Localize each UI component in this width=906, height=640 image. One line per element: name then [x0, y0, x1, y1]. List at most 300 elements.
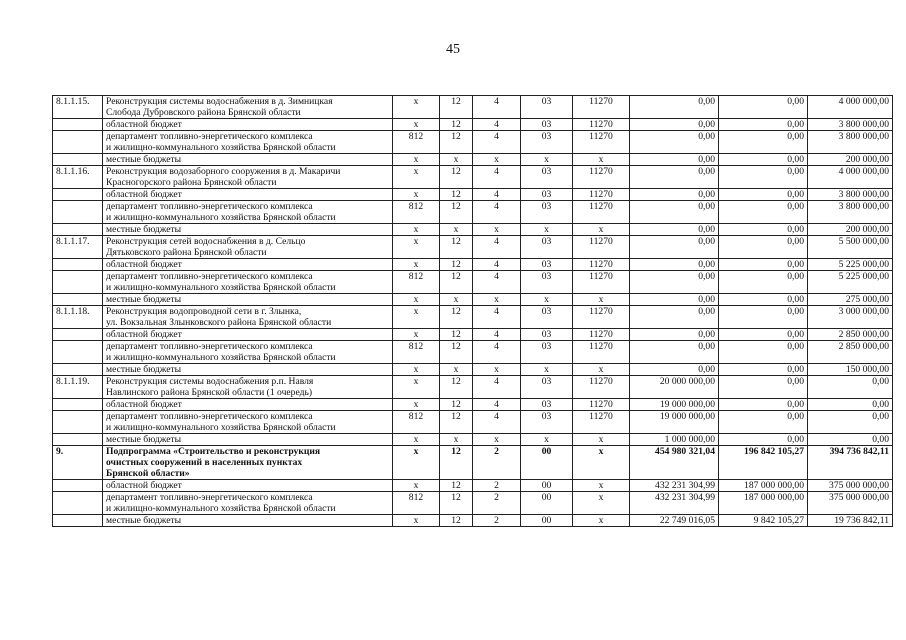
cell-year-2: 0,00	[719, 201, 808, 224]
cell-name-line: областной бюджет	[106, 189, 182, 200]
cell-year-2: 9 842 105,27	[719, 515, 808, 527]
cell-pr: 2	[473, 515, 521, 527]
cell-vr: 03	[521, 329, 573, 341]
cell-grbs: х	[393, 399, 440, 411]
cell-name	[103, 341, 393, 364]
cell-year-2: 0,00	[719, 271, 808, 294]
cell-grbs: 812	[393, 341, 440, 364]
cell-kcsr: 11270	[573, 166, 630, 189]
cell-vr: 03	[521, 399, 573, 411]
cell-year-3: 2 850 000,00	[808, 329, 893, 341]
cell-name-line: Реконструкция водопроводной сети в г. Злынка,	[106, 306, 302, 317]
cell-pr: х	[473, 224, 521, 236]
cell-pr: 4	[473, 399, 521, 411]
cell-year-2: 0,00	[719, 224, 808, 236]
cell-rz: х	[440, 224, 473, 236]
cell-year-3: 394 736 842,11	[808, 446, 893, 480]
cell-name-line: местные бюджеты	[106, 434, 182, 445]
cell-kcsr: 11270	[573, 329, 630, 341]
cell-code	[53, 189, 103, 201]
cell-year-1: 432 231 304,99	[630, 492, 719, 515]
cell-name-line: Слобода Дубровского района Брянской области	[106, 107, 301, 118]
cell-pr: х	[473, 434, 521, 446]
cell-kcsr: 11270	[573, 119, 630, 131]
cell-vr: 00	[521, 492, 573, 515]
cell-grbs: х	[393, 364, 440, 376]
table-row	[53, 154, 893, 166]
cell-code	[53, 119, 103, 131]
cell-pr: 4	[473, 131, 521, 154]
cell-year-3: 200 000,00	[808, 154, 893, 166]
cell-year-2: 187 000 000,00	[719, 480, 808, 492]
cell-vr: х	[521, 434, 573, 446]
cell-rz: 12	[440, 131, 473, 154]
cell-name-line: местные бюджеты	[106, 294, 182, 305]
cell-year-1: 22 749 016,05	[630, 515, 719, 527]
cell-rz: 12	[440, 446, 473, 480]
cell-year-1: 0,00	[630, 294, 719, 306]
cell-pr: х	[473, 154, 521, 166]
cell-year-2: 0,00	[719, 236, 808, 259]
cell-code	[53, 480, 103, 492]
cell-pr: 2	[473, 492, 521, 515]
cell-year-3: 0,00	[808, 434, 893, 446]
cell-name-line: и жилищно-коммунального хозяйства Брянской области	[106, 212, 336, 223]
cell-year-3: 375 000 000,00	[808, 492, 893, 515]
cell-pr: 4	[473, 376, 521, 399]
table-row	[53, 259, 893, 271]
cell-rz: 12	[440, 271, 473, 294]
table-body	[53, 96, 893, 527]
cell-code	[53, 341, 103, 364]
cell-code	[53, 259, 103, 271]
cell-rz: 12	[440, 492, 473, 515]
cell-code	[53, 154, 103, 166]
cell-kcsr: 11270	[573, 131, 630, 154]
cell-rz: 12	[440, 259, 473, 271]
cell-grbs: 812	[393, 492, 440, 515]
cell-year-3: 2 850 000,00	[808, 341, 893, 364]
cell-year-1: 0,00	[630, 154, 719, 166]
cell-vr: х	[521, 364, 573, 376]
cell-year-2: 0,00	[719, 341, 808, 364]
table-row	[53, 224, 893, 236]
cell-pr: 4	[473, 166, 521, 189]
cell-rz: 12	[440, 166, 473, 189]
cell-vr: 03	[521, 271, 573, 294]
cell-year-1: 432 231 304,99	[630, 480, 719, 492]
cell-name-line: ул. Вокзальная Злынковского района Брянской области	[106, 317, 332, 328]
table-row	[53, 480, 893, 492]
cell-name-line: и жилищно-коммунального хозяйства Брянской области	[106, 352, 336, 363]
cell-grbs: х	[393, 224, 440, 236]
cell-kcsr: х	[573, 492, 630, 515]
cell-pr: 4	[473, 411, 521, 434]
table-row	[53, 96, 893, 119]
cell-year-3: 5 500 000,00	[808, 236, 893, 259]
cell-pr: 4	[473, 189, 521, 201]
cell-code	[53, 434, 103, 446]
cell-name	[103, 376, 393, 399]
cell-name	[103, 96, 393, 119]
cell-vr: 03	[521, 411, 573, 434]
cell-vr: 00	[521, 515, 573, 527]
cell-rz: х	[440, 364, 473, 376]
cell-code: 8.1.1.18.	[53, 306, 103, 329]
cell-year-3: 200 000,00	[808, 224, 893, 236]
cell-name-line: местные бюджеты	[106, 154, 182, 165]
table-row	[53, 364, 893, 376]
cell-kcsr: х	[573, 515, 630, 527]
cell-name	[103, 166, 393, 189]
table-row	[53, 434, 893, 446]
cell-pr: 4	[473, 119, 521, 131]
cell-kcsr: 11270	[573, 341, 630, 364]
cell-year-3: 5 225 000,00	[808, 271, 893, 294]
table-row	[53, 492, 893, 515]
cell-year-3: 0,00	[808, 399, 893, 411]
cell-year-1: 19 000 000,00	[630, 411, 719, 434]
cell-code	[53, 411, 103, 434]
cell-year-1: 20 000 000,00	[630, 376, 719, 399]
cell-name-line: Навлинского района Брянской области (1 очередь)	[106, 387, 313, 398]
cell-vr: 03	[521, 131, 573, 154]
cell-code	[53, 224, 103, 236]
cell-code	[53, 201, 103, 224]
cell-name	[103, 434, 393, 446]
cell-name	[103, 515, 393, 527]
cell-year-3: 275 000,00	[808, 294, 893, 306]
table-row	[53, 201, 893, 224]
cell-name-line: Подпрограмма «Строительство и реконструкция	[106, 446, 321, 457]
cell-name-line: департамент топливно-энергетического комплекса	[106, 411, 313, 422]
table-row	[53, 399, 893, 411]
cell-pr: 2	[473, 480, 521, 492]
cell-pr: 4	[473, 329, 521, 341]
cell-vr: 03	[521, 119, 573, 131]
cell-vr: 00	[521, 446, 573, 480]
cell-name-line: очистных сооружений в населенных пунктах	[106, 457, 303, 468]
table-row	[53, 189, 893, 201]
cell-name	[103, 154, 393, 166]
cell-grbs: х	[393, 236, 440, 259]
cell-name	[103, 259, 393, 271]
cell-vr: 03	[521, 376, 573, 399]
cell-name-line: областной бюджет	[106, 399, 182, 410]
table-row	[53, 131, 893, 154]
cell-rz: 12	[440, 399, 473, 411]
cell-year-2: 0,00	[719, 119, 808, 131]
cell-kcsr: 11270	[573, 411, 630, 434]
cell-name	[103, 294, 393, 306]
cell-code	[53, 515, 103, 527]
cell-year-2: 196 842 105,27	[719, 446, 808, 480]
cell-vr: 03	[521, 236, 573, 259]
cell-kcsr: х	[573, 154, 630, 166]
cell-pr: 4	[473, 236, 521, 259]
table-row	[53, 376, 893, 399]
cell-name-line: Реконструкция сетей водоснабжения в д. Сельцо	[106, 236, 306, 247]
table-row	[53, 411, 893, 434]
cell-name-line: департамент топливно-энергетического комплекса	[106, 271, 313, 282]
cell-vr: х	[521, 224, 573, 236]
cell-pr: х	[473, 294, 521, 306]
cell-rz: 12	[440, 329, 473, 341]
cell-code	[53, 399, 103, 411]
cell-year-3: 19 736 842,11	[808, 515, 893, 527]
cell-kcsr: х	[573, 294, 630, 306]
table-row	[53, 341, 893, 364]
cell-vr: 03	[521, 341, 573, 364]
cell-name	[103, 224, 393, 236]
cell-code: 8.1.1.17.	[53, 236, 103, 259]
cell-year-2: 0,00	[719, 96, 808, 119]
cell-pr: 4	[473, 271, 521, 294]
table-row	[53, 236, 893, 259]
cell-name	[103, 446, 393, 480]
cell-code: 9.	[53, 446, 103, 480]
cell-year-1: 0,00	[630, 341, 719, 364]
cell-name	[103, 411, 393, 434]
cell-kcsr: 11270	[573, 306, 630, 329]
cell-year-3: 3 800 000,00	[808, 201, 893, 224]
cell-code: 8.1.1.19.	[53, 376, 103, 399]
cell-name	[103, 189, 393, 201]
cell-name	[103, 329, 393, 341]
cell-rz: 12	[440, 306, 473, 329]
cell-rz: 12	[440, 341, 473, 364]
cell-year-2: 0,00	[719, 376, 808, 399]
cell-year-1: 0,00	[630, 201, 719, 224]
cell-name-line: областной бюджет	[106, 329, 182, 340]
cell-grbs: х	[393, 446, 440, 480]
cell-grbs: х	[393, 480, 440, 492]
cell-kcsr: 11270	[573, 399, 630, 411]
cell-pr: 4	[473, 259, 521, 271]
cell-rz: 12	[440, 189, 473, 201]
cell-pr: 4	[473, 96, 521, 119]
cell-kcsr: 11270	[573, 201, 630, 224]
cell-name-line: и жилищно-коммунального хозяйства Брянской области	[106, 142, 336, 153]
cell-code	[53, 329, 103, 341]
cell-pr: 4	[473, 341, 521, 364]
cell-grbs: 812	[393, 411, 440, 434]
cell-grbs: х	[393, 154, 440, 166]
cell-year-3: 3 800 000,00	[808, 189, 893, 201]
cell-name-line: департамент топливно-энергетического комплекса	[106, 131, 313, 142]
table-row	[53, 294, 893, 306]
cell-name-line: Реконструкция системы водоснабжения р.п. Навля	[106, 376, 314, 387]
cell-name	[103, 364, 393, 376]
cell-name	[103, 271, 393, 294]
cell-grbs: х	[393, 515, 440, 527]
cell-name	[103, 480, 393, 492]
cell-vr: х	[521, 294, 573, 306]
cell-year-1: 0,00	[630, 236, 719, 259]
cell-name-line: Реконструкция водозаборного сооружения в д. Макаричи	[106, 166, 341, 177]
cell-pr: 4	[473, 201, 521, 224]
cell-year-3: 3 800 000,00	[808, 131, 893, 154]
cell-kcsr: х	[573, 224, 630, 236]
cell-year-3: 150 000,00	[808, 364, 893, 376]
cell-vr: 03	[521, 201, 573, 224]
cell-vr: 03	[521, 306, 573, 329]
cell-year-2: 0,00	[719, 306, 808, 329]
cell-rz: 12	[440, 515, 473, 527]
table-row	[53, 166, 893, 189]
cell-grbs: х	[393, 329, 440, 341]
cell-name-line: Дятьковского района Брянской области	[106, 247, 267, 258]
cell-grbs: 812	[393, 131, 440, 154]
cell-name-line: местные бюджеты	[106, 224, 182, 235]
cell-year-1: 0,00	[630, 166, 719, 189]
cell-name-line: Брянской области»	[106, 468, 190, 479]
cell-year-2: 0,00	[719, 294, 808, 306]
cell-grbs: х	[393, 189, 440, 201]
cell-name-line: и жилищно-коммунального хозяйства Брянской области	[106, 422, 336, 433]
cell-year-3: 0,00	[808, 411, 893, 434]
cell-grbs: х	[393, 166, 440, 189]
cell-year-1: 454 980 321,04	[630, 446, 719, 480]
table-row	[53, 329, 893, 341]
cell-kcsr: 11270	[573, 96, 630, 119]
cell-grbs: х	[393, 434, 440, 446]
cell-year-3: 3 800 000,00	[808, 119, 893, 131]
cell-code	[53, 294, 103, 306]
cell-name-line: местные бюджеты	[106, 515, 182, 526]
cell-grbs: х	[393, 259, 440, 271]
cell-year-2: 0,00	[719, 154, 808, 166]
cell-kcsr: х	[573, 446, 630, 480]
cell-name-line: областной бюджет	[106, 119, 182, 130]
cell-year-2: 0,00	[719, 166, 808, 189]
cell-name	[103, 119, 393, 131]
cell-rz: 12	[440, 411, 473, 434]
cell-year-1: 0,00	[630, 119, 719, 131]
cell-name	[103, 399, 393, 411]
cell-year-2: 0,00	[719, 364, 808, 376]
page-number: 45	[446, 42, 460, 57]
cell-kcsr: х	[573, 364, 630, 376]
cell-rz: 12	[440, 96, 473, 119]
cell-year-3: 0,00	[808, 376, 893, 399]
cell-code	[53, 271, 103, 294]
cell-grbs: 812	[393, 271, 440, 294]
cell-rz: х	[440, 154, 473, 166]
cell-rz: 12	[440, 236, 473, 259]
cell-year-3: 4 000 000,00	[808, 166, 893, 189]
cell-name-line: областной бюджет	[106, 480, 182, 491]
cell-year-1: 0,00	[630, 224, 719, 236]
cell-rz: 12	[440, 376, 473, 399]
cell-code	[53, 131, 103, 154]
cell-pr: 2	[473, 446, 521, 480]
cell-grbs: х	[393, 96, 440, 119]
cell-code: 8.1.1.15.	[53, 96, 103, 119]
cell-grbs: х	[393, 376, 440, 399]
cell-name-line: Реконструкция системы водоснабжения в д. Зимницкая	[106, 96, 333, 107]
cell-rz: 12	[440, 480, 473, 492]
cell-name	[103, 131, 393, 154]
cell-rz: х	[440, 294, 473, 306]
table-row	[53, 515, 893, 527]
cell-name	[103, 306, 393, 329]
cell-code	[53, 492, 103, 515]
table-row	[53, 306, 893, 329]
cell-vr: х	[521, 154, 573, 166]
cell-grbs: 812	[393, 201, 440, 224]
cell-year-2: 0,00	[719, 259, 808, 271]
cell-year-3: 4 000 000,00	[808, 96, 893, 119]
cell-year-1: 0,00	[630, 364, 719, 376]
cell-year-2: 0,00	[719, 399, 808, 411]
cell-vr: 03	[521, 96, 573, 119]
cell-year-1: 0,00	[630, 189, 719, 201]
cell-year-1: 0,00	[630, 96, 719, 119]
cell-kcsr: 11270	[573, 259, 630, 271]
cell-year-2: 0,00	[719, 189, 808, 201]
cell-year-2: 0,00	[719, 329, 808, 341]
table-row	[53, 271, 893, 294]
cell-year-1: 0,00	[630, 306, 719, 329]
cell-pr: 4	[473, 306, 521, 329]
cell-year-1: 1 000 000,00	[630, 434, 719, 446]
cell-year-1: 19 000 000,00	[630, 399, 719, 411]
cell-code	[53, 364, 103, 376]
cell-grbs: х	[393, 119, 440, 131]
cell-grbs: х	[393, 294, 440, 306]
cell-kcsr: х	[573, 434, 630, 446]
cell-kcsr: 11270	[573, 271, 630, 294]
cell-vr: 03	[521, 259, 573, 271]
cell-vr: 03	[521, 166, 573, 189]
cell-name-line: областной бюджет	[106, 259, 182, 270]
cell-rz: 12	[440, 201, 473, 224]
cell-name-line: и жилищно-коммунального хозяйства Брянской области	[106, 503, 336, 514]
cell-name	[103, 236, 393, 259]
table-row	[53, 446, 893, 480]
cell-name-line: департамент топливно-энергетического комплекса	[106, 201, 313, 212]
cell-name	[103, 201, 393, 224]
cell-name	[103, 492, 393, 515]
cell-kcsr: х	[573, 480, 630, 492]
cell-rz: х	[440, 434, 473, 446]
table-row	[53, 119, 893, 131]
cell-year-1: 0,00	[630, 131, 719, 154]
cell-name-line: Красногорского района Брянской области	[106, 177, 277, 188]
cell-code: 8.1.1.16.	[53, 166, 103, 189]
cell-kcsr: 11270	[573, 376, 630, 399]
cell-kcsr: 11270	[573, 236, 630, 259]
cell-year-3: 5 225 000,00	[808, 259, 893, 271]
cell-year-2: 0,00	[719, 131, 808, 154]
cell-year-2: 0,00	[719, 434, 808, 446]
cell-year-3: 375 000 000,00	[808, 480, 893, 492]
cell-year-2: 187 000 000,00	[719, 492, 808, 515]
cell-vr: 00	[521, 480, 573, 492]
cell-vr: 03	[521, 189, 573, 201]
cell-pr: х	[473, 364, 521, 376]
cell-year-2: 0,00	[719, 411, 808, 434]
cell-name-line: департамент топливно-энергетического комплекса	[106, 492, 313, 503]
cell-name-line: департамент топливно-энергетического комплекса	[106, 341, 313, 352]
cell-year-1: 0,00	[630, 271, 719, 294]
cell-year-1: 0,00	[630, 259, 719, 271]
cell-name-line: и жилищно-коммунального хозяйства Брянской области	[106, 282, 336, 293]
budget-table	[52, 95, 893, 527]
cell-grbs: х	[393, 306, 440, 329]
cell-year-1: 0,00	[630, 329, 719, 341]
